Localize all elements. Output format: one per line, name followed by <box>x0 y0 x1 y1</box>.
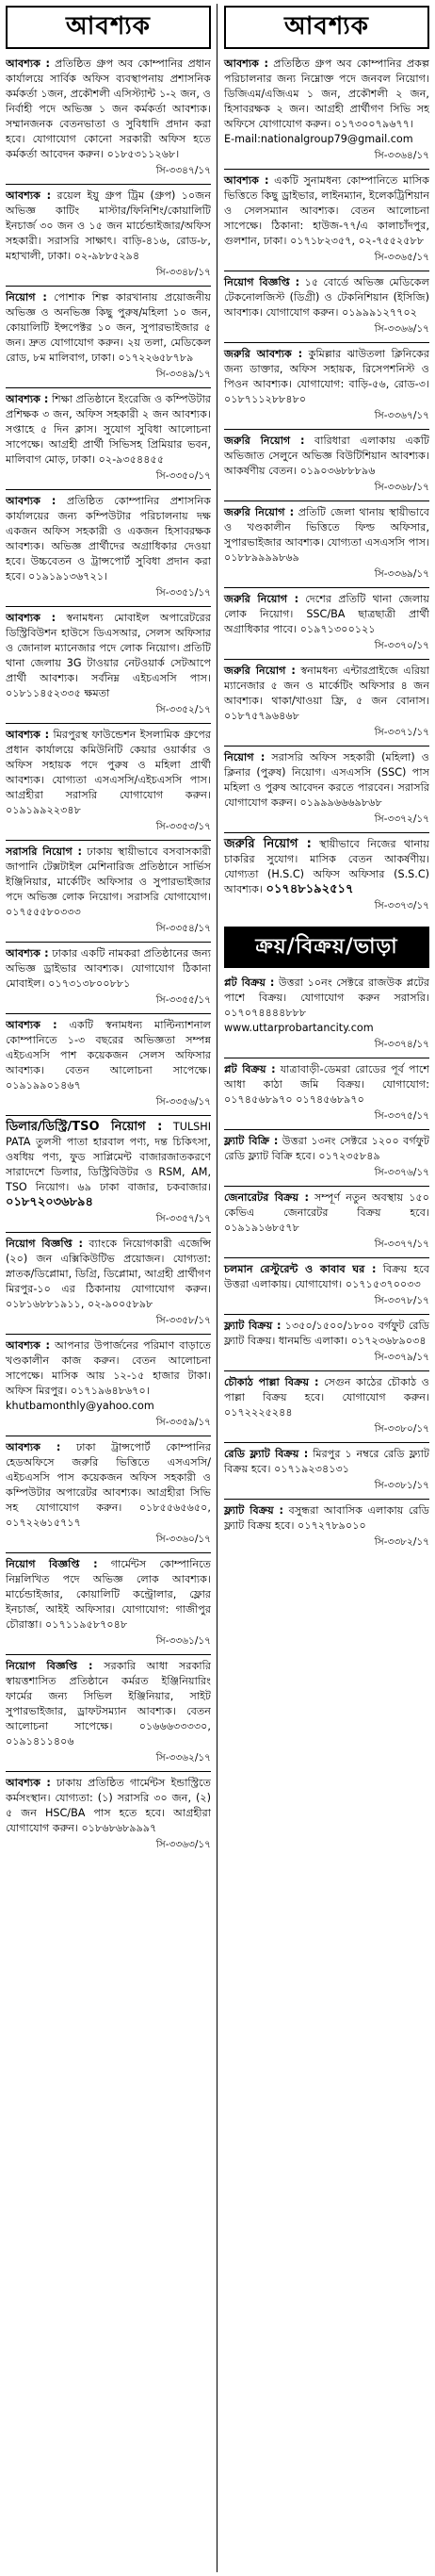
classified-ad: জরুরি নিয়োগ : স্বনামধন্য এন্টারপ্রাইজে এরিয়া ম্যানেজার ৫ জন ও মার্কেটিং অফিসার ৪ জন আবশ্যক। থাকা/খাওয়া ফ্রি, ৫ জন বোনাস। ০১৮৭৫৭৯৬৪৬৮ সি-৩৩৭১/১৭ <box>224 665 429 738</box>
classified-ad: ফ্ল্যাট বিক্রি : উত্তরা ১৩নং সেক্টরে ১২০০ বর্গফুট রেডি ফ্ল্যাট বিক্রি হবে। ০১৭২৩৫৮৪৯ সি-৩৩৭৬/১৭ <box>224 1135 429 1178</box>
divider <box>224 746 429 747</box>
classified-ad: আবশ্যক : মিরপুরস্থ ফাউন্ডেশন ইসলামিক গ্রুপের প্রধান কার্যালয়ে কমিউনিটি কেয়ার ওয়ার্কার ও অফিস সহায়ক পদে পুরুষ ও মহিলা প্রার্থী আবশ্যক। যোগ্যতা এসএসসি/এইচএসসি পাস। আগ্রহীরা সরাসরি যোগাযোগ করুন। ০১৯১৯৯২২৩৪৮ সি-৩৩৫৩/১৭ <box>6 729 211 832</box>
divider <box>6 1334 211 1335</box>
divider <box>224 659 429 660</box>
classified-ad: সরাসরি নিয়োগ : ঢাকায় স্থায়ীভাবে বসবাসকারী জাপানি টেক্সটাইল মেশিনারিজ প্রতিষ্ঠানে সার্ভিস ইঞ্জিনিয়ার, মার্কেটিং অফিসার ও সুপারভাইজার পদে অভিজ্ঞ লোক নিয়োগ। সরাসরি যোগাযোগ। ০১৭৫৫৫৮০৩৩৩ সি-৩৩৫৪/১৭ <box>6 845 211 934</box>
classified-ad: আবশ্যক : প্রতিষ্ঠিত কোম্পানির প্রশাসনিক কার্যালয়ের জন্য কম্পিউটার পরিচালনায় দক্ষ একজন অফিস সহকারী ও একজন হিসাবরক্ষক আবশ্যক। অভিজ্ঞ প্রার্থীদের অগ্রাধিকার দেওয়া হবে। উচ্চবেতন ও ট্রান্সপোর্ট সুবিধা প্রদান করা হবে। ০১৯১৯১৩৬৭২১। সি-৩৩৫১/১৭ <box>6 495 211 599</box>
divider <box>6 606 211 607</box>
divider <box>224 1186 429 1187</box>
classified-ad: প্লট বিক্রয় : যাত্রাবাড়ী-ডেমরা রোডের পূর্ব পাশে আধা কাঠা জমি বিক্রয়। যোগাযোগ: ০১৭৪৫৬৮৯৭০ ০১৭৪৫৬৮৯৭০ সি-৩৩৭৫/১৭ <box>224 1063 429 1122</box>
divider <box>6 1771 211 1772</box>
divider <box>224 1314 429 1315</box>
classified-ad: আবশ্যক : ঢাকার একটি নামকরা প্রতিষ্ঠানের জন্য অভিজ্ঞ ড্রাইভার আবশ্যক। যোগাযোগ ঠিকানা মোবাইল। ০১৭৩১৩৮০০৮৮১ সি-৩৩৫৫/১৭ <box>6 947 211 1006</box>
classified-ad: চৌকাঠ পাল্লা বিক্রয় : সেগুন কাঠের চৌকাঠ ও পাল্লা বিক্রয় হবে। যোগাযোগ করুন। ০১৭২২২৫২৪৪ সি-৩৩৮০/১৭ <box>224 1376 429 1435</box>
classified-ad: জরুরি আবশ্যক : কুমিল্লার ঝাউতলা ক্লিনিকের জন্য ডাক্তার, অফিস সহায়ক, রিসেপশনিস্ট ও পিওন আবশ্যক। যোগাযোগ: বাড়ি-৫৬, রোড-৩। ০১৮৭১১২৮৮৪৮০ সি-৩৩৬৭/১৭ <box>224 348 429 421</box>
classified-ad: আবশ্যক : প্রতিষ্ঠিত গ্রুপ অব কোম্পানির প্রধান কার্যালয়ে সার্বিক অফিস ব্যবস্থাপনায় প্রশাসনিক কর্মকর্তা ১জন, প্রকৌশলী এসিস্ট্যান্ট ১-২ জন, ও নির্বাহী পদে অভিজ্ঞ ১ জন কর্মকর্তা আবশ্যক। সম্মানজনক বেতনভাতা ও সুবিধাদি প্রদান করা হবে। যোগাযোগ কোনো সরকারী অফিস হতে কর্মকর্তা আবেদন করুন। ০১৮৫৩১১২৬৮। সি-৩৩৪৭/১৭ <box>6 57 211 176</box>
divider <box>224 1257 429 1258</box>
divider <box>224 342 429 343</box>
left-column <box>6 4 218 2572</box>
divider <box>6 1115 211 1116</box>
divider <box>6 1013 211 1014</box>
classified-ad: ফ্ল্যাট বিক্রয় : ১৩৫০/১৫০০/১৮০০ বর্গফুট রেডি ফ্ল্যাট বিক্রয়। ধানমন্ডি এলাকা। ০১৭২৩৬৮৯০৩৪ সি-৩৩৭৯/১৭ <box>224 1320 429 1363</box>
divider <box>224 1442 429 1443</box>
left-section-header: আবশ্যক <box>6 6 211 49</box>
classified-ad: জরুরি নিয়োগ : প্রতিটি জেলা থানায় স্থায়ীভাবে ও খণ্ডকালীন ভিত্তিতে ফিল্ড অফিসার, সুপারভাইজার আবশ্যক। যোগ্যতা এসএসসি পাস। ০১৮৮৯৯৯৯৮৬৯ সি-৩৩৬৯/১৭ <box>224 506 429 580</box>
email-link[interactable]: khutbamonthly@yahoo.com <box>6 1400 154 1412</box>
classified-ad: জেনারেটর বিক্রয় : সম্পূর্ণ নতুন অবস্থায় ১৫০ কেভিএ জেনারেটর বিক্রয় হবে। ০১৯১৯১৬৮৫৭৮ সি-৩৩৭৭/১৭ <box>224 1191 429 1250</box>
divider <box>6 286 211 287</box>
classified-ad: নিয়োগ বিজ্ঞপ্তি : সরকারি আধা সরকারি স্বায়ত্তশাসিত প্রতিষ্ঠানে কর্মরত ইঞ্জিনিয়ারিং ফার্মের জন্য সিভিল ইঞ্জিনিয়ার, সাইট সুপারভাইজার, ড্রাফটসম্যান আবশ্যক। বেতন আলোচনা সাপেক্ষে। ০১৬৬৬৩৩৩৩০, ০১৯১৪১১৪০৬ সি-৩৩৬২/১৭ <box>6 1660 211 1764</box>
divider <box>6 489 211 490</box>
classified-ad: আবশ্যক : রয়েল ইয়ু গ্রুপ ট্রিম (গ্রুপ) ১০জন অভিজ্ঞ কাটিং মাস্টার/ফিনিশিং/কোয়ালিটি ইনচার্জ ৩০ জন ও ১৫ জন মার্চেন্ডাইজার/অফিস সহকারী। সরাসরি সাক্ষাৎ। বাড়ি-৪১৬, রোড-৮, মহাখালী, ঢাকা। ০২-৯৮৮৫২৯৪ সি-৩৩৪৮/১৭ <box>6 189 211 278</box>
classified-ad: আবশ্যক : স্বনামধন্য মোবাইল অপারেটরের ডিস্ট্রিবিউশন হাউসে ডিএসআর, সেলস অফিসার ও জোনাল ম্যানেজার পদে লোক নিয়োগ। প্রতিটি থানা জেলায় 3G টাওয়ার নেটওয়ার্ক সেটআপে প্রার্থী আবশ্যক। সর্বনিম্ন এইচএসসি পাস। ০১৮১১৪৫২৩৩৫ ক্ষমতা সি-৩৩৫২/১৭ <box>6 612 211 715</box>
divider <box>6 723 211 724</box>
section-gap <box>224 915 429 925</box>
classified-ad: আবশ্যক : একটি সুনামধন্য কোম্পানিতে মাসিক ভিত্তিতে কিছু ড্রাইভার, লাইনম্যান, ইলেকট্রিশিয়ান ও সেলসম্যান আবশ্যক। বেতন আলোচনা সাপেক্ষে। ঠিকানা: হাউজ-৭৭/এ কালাচাঁদপুর, গুলশান, ঢাকা। ০১৭১৮২৩৫৭, ০২-৭৫৫২৫৮৮ সি-৩৩৬৫/১৭ <box>224 174 429 263</box>
buy-sell-rent-header: ক্রয়/বিক্রয়/ভাড়া <box>224 927 429 968</box>
divider <box>6 1232 211 1233</box>
classified-ad: নিয়োগ বিজ্ঞপ্তি : ব্যাংকে নিয়োগকারী এজেন্সি (২০) জন এক্সিকিউটিভ প্রয়োজন। যোগ্যতা: স্নাতক/ডিপ্লোমা, ডিগ্রি, ডিপ্লোমা, আগ্রহী প্রার্থীগণ মিরপুর-১০ এর ঠিকানায় যোগাযোগ করুন। ০১৮১৬৮৮১৯১১, ০২-৯০০৫৮৯৮ সি-৩৩৫৮/১৭ <box>6 1238 211 1326</box>
divider <box>6 942 211 943</box>
classified-ad: আবশ্যক : ঢাকায় প্রতিষ্ঠিত গার্মেন্টস ইন্ডাস্ট্রিতে কর্মসংস্থান। যোগ্যতা: (১) সরাসরি ৩০ জন, (২) ৫ জন HSC/BA পাস হতে হবে। আগ্রহীরা যোগাযোগ করুন। ০১৮৬৮৬৮৯৯৯৭ সি-৩৩৬৩/১৭ <box>6 1777 212 1850</box>
classified-ad: আবশ্যক : একটি স্বনামধন্য মাল্টিন্যাশনাল কোম্পানিতে ১-৩ বছরের অভিজ্ঞতা সম্পন্ন এইচএসসি পাশ কয়েকজন সেলস অফিসার আবশ্যক। বেতন আলোচনা সাপেক্ষে। ০১৯১৯৯০১৪৬৭ সি-৩৩৫৬/১৭ <box>6 1019 211 1108</box>
divider <box>224 1129 429 1130</box>
classified-ad: নিয়োগ বিজ্ঞপ্তি : ১৫ বোর্ডে অভিজ্ঞ মেডিকেল টেকনোলজিস্ট (ডিগ্রী) ও টেকনিশিয়ান (ইসিজি) আবশ্যক। যোগাযোগ করুন। ০১৯৯৯১২৭৭০২ সি-৩৩৬৬/১৭ <box>224 276 429 335</box>
divider <box>6 1552 211 1553</box>
classified-ad: আবশ্যক : ঢাকা ট্রান্সপোর্ট কোম্পানির হেডঅফিসে জরুরি ভিত্তিতে এসএসসি/এইচএসসি পাস কয়েকজন অফিস সহকারী ও কম্পিউটার অপারেটর আবশ্যক। আগ্রহীরা সিভি সহ যোগাযোগ করুন। ০১৮৫৫৬৫৬৫০, ০১৭২২৬১৫৭১৭ সি-৩৩৬০/১৭ <box>6 1441 211 1545</box>
classified-ad: নিয়োগ বিজ্ঞপ্তি : গার্মেন্টস কোম্পানিতে নিম্নলিখিত পদে অভিজ্ঞ লোক আবশ্যক। মার্চেন্ডাইজার, কোয়ালিটি কন্ট্রোলার, ফ্লোর ইনচার্জ, আইই অফিসার। যোগাযোগ: গাজীপুর চৌরাস্তা। ০১৭১১৯৫৮৭০৪৮ সি-৩৩৬১/১৭ <box>6 1558 211 1647</box>
classified-ad: নিয়োগ : সরাসরি অফিস সহকারী (মহিলা) ও ক্লিনার (পুরুষ) নিয়োগ। এসএসসি (SSC) পাস মহিলা ও পুরুষ আবেদন করতে পারবেন। সরাসরি যোগাযোগ করুন। ০১৯৯৯৬৬৬৯৮৬৮ সি-৩৩৭২/১৭ <box>224 751 429 825</box>
classified-ad: নিয়োগ : পোশাক শিল্প কারখানায় প্রয়োজনীয় অভিজ্ঞ ও অনভিজ্ঞ কিছু পুরুষ/মহিলা ১০ জন, কোয়ালিটি ইন্সপেক্টর ১০ জন, সুপারভাইজার ৫ জন। দ্রুত যোগাযোগ করুন। ২য় তলা, মেডিকেল রোড, ৮ম মালিবাগ, ঢাকা। ০১৭২২৬৫৮৭৮৯ সি-৩৩৪৯/১৭ <box>6 291 211 380</box>
classified-ad: রেডি ফ্ল্যাট বিক্রয় : মিরপুর ১ নম্বরে রেডি ফ্ল্যাট বিক্রয় হবে। ০১৭১৯২৩৪১৩১ সি-৩৩৮১/১৭ <box>224 1448 429 1491</box>
divider <box>6 840 211 841</box>
right-column <box>222 4 429 2572</box>
classified-ad: জরুরি নিয়োগ : দেশের প্রতিটি থানা জেলায় লোক নিয়োগ। SSC/BA ছাত্রছাত্রী প্রার্থী অগ্রাধিকার পাবে। ০১৯৭১৩০০১২১ সি-৩৩৭০/১৭ <box>224 593 429 651</box>
classified-ad: ফ্ল্যাট বিক্রয় : বসুন্ধরা আবাসিক এলাকায় রেডি ফ্ল্যাট বিক্রয় হবে। ০১৭২৭৮৯০১০ সি-৩৩৮২/১৭ <box>224 1504 429 1548</box>
divider <box>6 1654 211 1655</box>
divider <box>224 832 429 833</box>
classified-ad: চলমান রেস্টুরেন্ট ও কাবাব ঘর : বিক্রয় হবে উত্তরা এলাকায়। যোগাযোগ। ০১৭১৫৩৭০০৩৩ সি-৩৩৭৮/১৭ <box>224 1263 429 1306</box>
classified-ad-featured: ডিলার/ডিস্ট্রি/TSO নিয়োগ : TULSHI PATA তুলসী পাতা হারবাল পণ্য, দন্ত চিকিৎসা, ওষধিয় পণ্য, ফুড সাপ্লিমেন্ট বাজারজাতকরণে সারাদেশে ডিলার, ডিস্ট্রিবিউটর ও RSM, AM, TSO নিয়োগ। ৬৯ ঢাকা বাজার, চকবাজার। ০১৮৭২০৩৬৮৯৪ সি-৩৩৫৭/১৭ <box>6 1120 211 1224</box>
website-link[interactable]: www.uttarprobartancity.com <box>224 1022 374 1034</box>
classified-ad: আবশ্যক : শিক্ষা প্রতিষ্ঠানে ইংরেজি ও কম্পিউটার প্রশিক্ষক ৩ জন, অফিস সহকারী ২ জন আবশ্যক। সপ্তাহে ৫ দিন ক্লাস। সুযোগ সুবিধা আলোচনা সাপেক্ষে। আগ্রহী প্রার্থী সিভিসহ প্রিমিয়ার ভবন, মালিবাগ মোড়, ঢাকা। ০২-৯৩৫৪৪৫৫ সি-৩৩৫০/১৭ <box>6 393 212 482</box>
divider <box>224 1499 429 1500</box>
classified-ad: প্লট বিক্রয় : উত্তরা ১০নং সেক্টরে রাজউক প্লটের পাশে বিক্রয়। যোগাযোগ করুন সরাসরি। ০১৭০৭৪৪৪৪৮৮৮ www.uttarprobartancity.com সি-৩৩৭৪/১৭ <box>224 976 429 1050</box>
right-section-header: আবশ্যক <box>224 6 429 49</box>
divider <box>6 184 211 185</box>
classified-ad: জরুরি নিয়োগ : বারিধারা এলাকায় একটি অভিজাত সেলুনে অভিজ্ঞ বিউটিশিয়ান আবশ্যক। আকর্ষণীয় বেতন। ০১৯০৩৬৮৮৮৯৬ সি-৩৩৬৮/১৭ <box>224 435 429 493</box>
divider <box>224 169 429 170</box>
divider <box>224 587 429 588</box>
divider <box>6 387 211 388</box>
divider <box>224 500 429 501</box>
classified-ad-featured: জরুরি নিয়োগ : স্থায়ীভাবে নিজের থানায় চাকরির সুযোগ। মাসিক বেতন আকর্ষণীয়। যোগ্যতা (H.S.C) অফিস অফিসার (S.S.C) আবশ্যক। ০১৭৪৮১৯২৫১৭ সি-৩৩৭৩/১৭ <box>224 837 429 911</box>
divider <box>224 1370 429 1371</box>
classified-ad: আবশ্যক : আপনার উপার্জনের পরিমাণ বাড়াতে খণ্ডকালীন কাজ করুন। বেতন আলোচনা সাপেক্ষে। মাসিক আয় ১২-১৫ হাজার টাকা। অফিস মিরপুর। ০১৭১৯৬৪৮৬৭০। khutbamonthly@yahoo.com সি-৩৩৫৯/১৭ <box>6 1339 211 1428</box>
classified-ad: আবশ্যক : প্রতিষ্ঠিত গ্রুপ অব কোম্পানির প্রকল্প পরিচালনার জন্য নিম্নোক্ত পদে জনবল নিয়োগ। ডিজিএম/এজিএম ১ জন, প্রকৌশলী ২ জন, হিসাবরক্ষক ২ জন। আগ্রহী প্রার্থীগণ সিভি সহ অফিসে যোগাযোগ করুন। ০১৭৩০০৭৯৬৭৭। E-mail:nationalgroup79@gmail.com সি-৩৩৬৪/১৭ <box>224 57 429 161</box>
email-link[interactable]: E-mail:nationalgroup79@gmail.com <box>224 133 413 145</box>
divider <box>224 429 429 430</box>
